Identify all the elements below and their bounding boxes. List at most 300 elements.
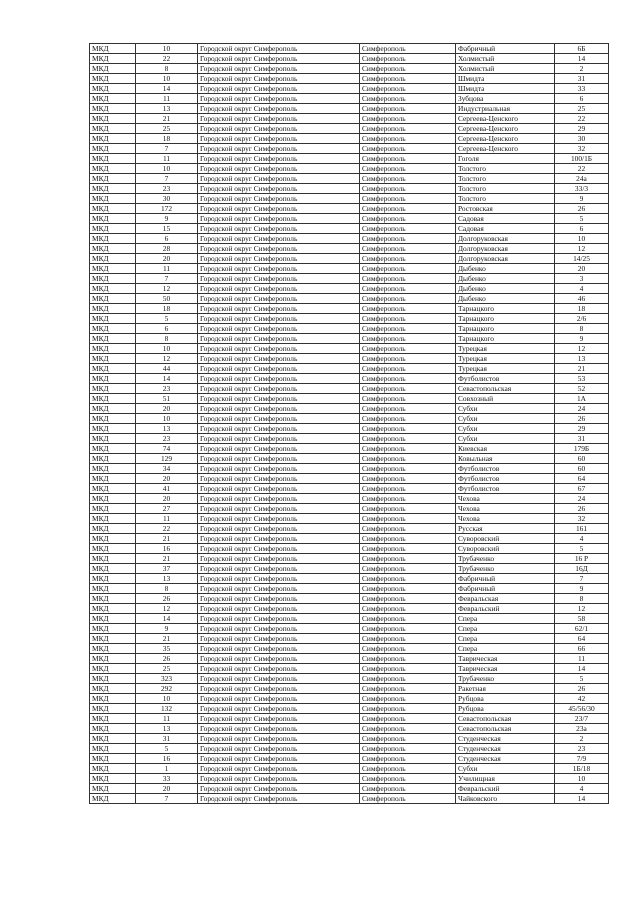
cell-object-type: МКД: [90, 464, 136, 474]
cell-district: Городской округ Симферополь: [198, 394, 360, 404]
cell-count: 11: [136, 714, 198, 724]
cell-object-type: МКД: [90, 684, 136, 694]
cell-district: Городской округ Симферополь: [198, 234, 360, 244]
table-row: [90, 534, 609, 544]
cell-city: Симферополь: [360, 484, 456, 494]
cell-object-type: МКД: [90, 344, 136, 354]
table-row: [90, 664, 609, 674]
cell-street: Долгоруковская: [456, 244, 555, 254]
cell-district: Городской округ Симферополь: [198, 74, 360, 84]
cell-street: Толстого: [456, 174, 555, 184]
cell-object-type: МКД: [90, 414, 136, 424]
cell-object-type: МКД: [90, 404, 136, 414]
cell-street: Ростовская: [456, 204, 555, 214]
cell-city: Симферополь: [360, 254, 456, 264]
cell-object-type: МКД: [90, 264, 136, 274]
cell-district: Городской округ Симферополь: [198, 144, 360, 154]
cell-city: Симферополь: [360, 234, 456, 244]
cell-house-number: 23/7: [555, 714, 609, 724]
cell-house-number: 33/3: [555, 184, 609, 194]
table-row: [90, 194, 609, 204]
cell-object-type: МКД: [90, 154, 136, 164]
cell-city: Симферополь: [360, 794, 456, 804]
cell-object-type: МКД: [90, 454, 136, 464]
cell-count: 16: [136, 754, 198, 764]
cell-district: Городской округ Симферополь: [198, 544, 360, 554]
cell-street: Февральский: [456, 784, 555, 794]
cell-city: Симферополь: [360, 64, 456, 74]
cell-count: 35: [136, 644, 198, 654]
table-row: [90, 334, 609, 344]
cell-count: 21: [136, 114, 198, 124]
table-row: [90, 214, 609, 224]
cell-district: Городской округ Симферополь: [198, 384, 360, 394]
cell-house-number: 31: [555, 74, 609, 84]
cell-count: 33: [136, 774, 198, 784]
cell-object-type: МКД: [90, 284, 136, 294]
cell-count: 20: [136, 254, 198, 264]
cell-district: Городской округ Симферополь: [198, 714, 360, 724]
cell-object-type: МКД: [90, 434, 136, 444]
cell-count: 50: [136, 294, 198, 304]
cell-city: Симферополь: [360, 284, 456, 294]
cell-district: Городской округ Симферополь: [198, 94, 360, 104]
cell-street: Совхозный: [456, 394, 555, 404]
cell-district: Городской округ Симферополь: [198, 484, 360, 494]
cell-count: 132: [136, 704, 198, 714]
table-row: [90, 654, 609, 664]
table-row: [90, 184, 609, 194]
cell-city: Симферополь: [360, 454, 456, 464]
cell-object-type: МКД: [90, 384, 136, 394]
cell-district: Городской округ Симферополь: [198, 344, 360, 354]
cell-count: 7: [136, 794, 198, 804]
housing-table: [89, 43, 609, 804]
cell-count: 20: [136, 784, 198, 794]
cell-district: Городской округ Симферополь: [198, 474, 360, 484]
table-row: [90, 774, 609, 784]
cell-count: 9: [136, 214, 198, 224]
cell-count: 11: [136, 154, 198, 164]
cell-city: Симферополь: [360, 344, 456, 354]
cell-street: Таврическая: [456, 664, 555, 674]
cell-district: Городской округ Симферополь: [198, 214, 360, 224]
cell-count: 6: [136, 234, 198, 244]
cell-city: Симферополь: [360, 274, 456, 284]
cell-street: Турецкая: [456, 354, 555, 364]
cell-district: Городской округ Симферополь: [198, 304, 360, 314]
cell-street: Дыбенко: [456, 294, 555, 304]
cell-count: 9: [136, 624, 198, 634]
cell-count: 12: [136, 354, 198, 364]
cell-count: 26: [136, 654, 198, 664]
cell-city: Симферополь: [360, 294, 456, 304]
cell-house-number: 13: [555, 354, 609, 364]
cell-object-type: МКД: [90, 184, 136, 194]
cell-street: Холмистый: [456, 64, 555, 74]
cell-district: Городской округ Симферополь: [198, 84, 360, 94]
cell-street: Тарнацкого: [456, 334, 555, 344]
table-row: [90, 614, 609, 624]
cell-street: Субхи: [456, 414, 555, 424]
cell-street: Тарнацкого: [456, 304, 555, 314]
cell-city: Симферополь: [360, 514, 456, 524]
cell-street: Ковыльная: [456, 454, 555, 464]
cell-district: Городской округ Симферополь: [198, 524, 360, 534]
cell-object-type: МКД: [90, 324, 136, 334]
cell-district: Городской округ Симферополь: [198, 584, 360, 594]
cell-house-number: 12: [555, 244, 609, 254]
cell-count: 129: [136, 454, 198, 464]
cell-street: Трубаченко: [456, 564, 555, 574]
cell-street: Рубцова: [456, 704, 555, 714]
cell-district: Городской округ Симферополь: [198, 264, 360, 274]
cell-count: 37: [136, 564, 198, 574]
table-row: [90, 604, 609, 614]
cell-count: 1: [136, 764, 198, 774]
cell-district: Городской округ Симферополь: [198, 674, 360, 684]
cell-house-number: 5: [555, 214, 609, 224]
cell-street: Толстого: [456, 184, 555, 194]
cell-street: Фабричный: [456, 574, 555, 584]
cell-house-number: 26: [555, 204, 609, 214]
cell-district: Городской округ Симферополь: [198, 654, 360, 664]
cell-object-type: МКД: [90, 534, 136, 544]
cell-house-number: 16Д: [555, 564, 609, 574]
cell-city: Симферополь: [360, 404, 456, 414]
cell-street: Тарнацкого: [456, 324, 555, 334]
cell-district: Городской округ Симферополь: [198, 414, 360, 424]
cell-count: 21: [136, 534, 198, 544]
cell-district: Городской округ Симферополь: [198, 284, 360, 294]
cell-object-type: МКД: [90, 114, 136, 124]
cell-object-type: МКД: [90, 374, 136, 384]
table-row: [90, 224, 609, 234]
table-row: [90, 64, 609, 74]
cell-house-number: 42: [555, 694, 609, 704]
cell-city: Симферополь: [360, 554, 456, 564]
cell-house-number: 161: [555, 524, 609, 534]
cell-district: Городской округ Симферополь: [198, 104, 360, 114]
cell-house-number: 6Б: [555, 44, 609, 54]
table-row: [90, 464, 609, 474]
cell-district: Городской округ Симферополь: [198, 404, 360, 414]
table-row: [90, 594, 609, 604]
cell-house-number: 20: [555, 264, 609, 274]
cell-house-number: 14: [555, 794, 609, 804]
cell-count: 14: [136, 614, 198, 624]
cell-house-number: 32: [555, 144, 609, 154]
cell-house-number: 24: [555, 494, 609, 504]
cell-district: Городской округ Симферополь: [198, 444, 360, 454]
table-row: [90, 514, 609, 524]
cell-house-number: 29: [555, 424, 609, 434]
cell-city: Симферополь: [360, 414, 456, 424]
cell-count: 5: [136, 744, 198, 754]
table-row: [90, 454, 609, 464]
cell-house-number: 7/9: [555, 754, 609, 764]
cell-count: 14: [136, 84, 198, 94]
table-row: [90, 574, 609, 584]
cell-count: 20: [136, 474, 198, 484]
cell-district: Городской округ Симферополь: [198, 784, 360, 794]
table-row: [90, 734, 609, 744]
cell-street: Дыбенко: [456, 264, 555, 274]
cell-city: Симферополь: [360, 334, 456, 344]
cell-house-number: 6: [555, 94, 609, 104]
cell-house-number: 12: [555, 344, 609, 354]
cell-object-type: МКД: [90, 654, 136, 664]
cell-object-type: МКД: [90, 774, 136, 784]
cell-street: Футболистов: [456, 464, 555, 474]
cell-house-number: 23а: [555, 724, 609, 734]
table-row: [90, 164, 609, 174]
cell-count: 20: [136, 404, 198, 414]
table-row: [90, 784, 609, 794]
cell-object-type: МКД: [90, 754, 136, 764]
cell-district: Городской округ Симферополь: [198, 324, 360, 334]
cell-city: Симферополь: [360, 164, 456, 174]
cell-count: 10: [136, 344, 198, 354]
table-row: [90, 754, 609, 764]
cell-object-type: МКД: [90, 44, 136, 54]
table-row: [90, 684, 609, 694]
table-row: [90, 364, 609, 374]
cell-city: Симферополь: [360, 264, 456, 274]
cell-city: Симферополь: [360, 134, 456, 144]
cell-house-number: 67: [555, 484, 609, 494]
cell-house-number: 31: [555, 434, 609, 444]
cell-city: Симферополь: [360, 374, 456, 384]
cell-count: 16: [136, 544, 198, 554]
cell-district: Городской округ Симферополь: [198, 534, 360, 544]
cell-street: Дыбенко: [456, 274, 555, 284]
cell-city: Симферополь: [360, 724, 456, 734]
cell-street: Фабричный: [456, 44, 555, 54]
cell-object-type: МКД: [90, 204, 136, 214]
cell-object-type: МКД: [90, 564, 136, 574]
cell-object-type: МКД: [90, 424, 136, 434]
cell-house-number: 46: [555, 294, 609, 304]
cell-city: Симферополь: [360, 304, 456, 314]
cell-street: Толстого: [456, 194, 555, 204]
cell-house-number: 30: [555, 134, 609, 144]
cell-count: 12: [136, 284, 198, 294]
table-row: [90, 744, 609, 754]
cell-district: Городской округ Симферополь: [198, 494, 360, 504]
cell-count: 10: [136, 74, 198, 84]
table-row: [90, 284, 609, 294]
cell-house-number: 58: [555, 614, 609, 624]
cell-district: Городской округ Симферополь: [198, 794, 360, 804]
cell-city: Симферополь: [360, 684, 456, 694]
cell-count: 11: [136, 514, 198, 524]
cell-house-number: 25: [555, 104, 609, 114]
cell-object-type: МКД: [90, 334, 136, 344]
cell-count: 11: [136, 264, 198, 274]
cell-city: Симферополь: [360, 214, 456, 224]
cell-district: Городской округ Симферополь: [198, 684, 360, 694]
table-row: [90, 704, 609, 714]
cell-district: Городской округ Симферополь: [198, 564, 360, 574]
cell-city: Симферополь: [360, 644, 456, 654]
cell-object-type: МКД: [90, 124, 136, 134]
cell-street: Сергеева-Ценского: [456, 134, 555, 144]
cell-street: Турецкая: [456, 364, 555, 374]
table-row: [90, 354, 609, 364]
cell-street: Студенческая: [456, 744, 555, 754]
cell-house-number: 100/1Б: [555, 154, 609, 164]
table-row: [90, 264, 609, 274]
cell-house-number: 18: [555, 304, 609, 314]
cell-street: Февральская: [456, 594, 555, 604]
cell-count: 323: [136, 674, 198, 684]
cell-street: Спера: [456, 614, 555, 624]
cell-house-number: 2: [555, 734, 609, 744]
cell-city: Симферополь: [360, 424, 456, 434]
cell-district: Городской округ Симферополь: [198, 164, 360, 174]
table-row: [90, 554, 609, 564]
cell-house-number: 9: [555, 194, 609, 204]
table-row: [90, 384, 609, 394]
cell-count: 22: [136, 54, 198, 64]
cell-district: Городской округ Симферополь: [198, 204, 360, 214]
table-row: [90, 694, 609, 704]
cell-city: Симферополь: [360, 384, 456, 394]
cell-district: Городской округ Симферополь: [198, 274, 360, 284]
cell-count: 21: [136, 634, 198, 644]
cell-city: Симферополь: [360, 324, 456, 334]
cell-object-type: МКД: [90, 744, 136, 754]
table-row: [90, 374, 609, 384]
cell-district: Городской округ Симферополь: [198, 254, 360, 264]
table-row: [90, 434, 609, 444]
cell-object-type: МКД: [90, 624, 136, 634]
cell-street: Суворовский: [456, 544, 555, 554]
cell-object-type: МКД: [90, 224, 136, 234]
cell-object-type: МКД: [90, 254, 136, 264]
cell-city: Симферополь: [360, 84, 456, 94]
cell-house-number: 179Б: [555, 444, 609, 454]
cell-district: Городской округ Симферополь: [198, 454, 360, 464]
cell-house-number: 53: [555, 374, 609, 384]
table-row: [90, 254, 609, 264]
cell-count: 22: [136, 524, 198, 534]
table-row: [90, 144, 609, 154]
cell-count: 18: [136, 304, 198, 314]
cell-house-number: 9: [555, 334, 609, 344]
cell-house-number: 11: [555, 654, 609, 664]
cell-city: Симферополь: [360, 244, 456, 254]
cell-object-type: МКД: [90, 764, 136, 774]
cell-street: Чехова: [456, 494, 555, 504]
cell-district: Городской округ Симферополь: [198, 334, 360, 344]
table-row: [90, 444, 609, 454]
cell-count: 30: [136, 194, 198, 204]
cell-house-number: 45/56/30: [555, 704, 609, 714]
cell-count: 13: [136, 104, 198, 114]
cell-count: 20: [136, 494, 198, 504]
cell-count: 6: [136, 324, 198, 334]
cell-street: Киевская: [456, 444, 555, 454]
cell-street: Гоголя: [456, 154, 555, 164]
table-row: [90, 484, 609, 494]
cell-object-type: МКД: [90, 104, 136, 114]
cell-city: Симферополь: [360, 534, 456, 544]
cell-house-number: 2/6: [555, 314, 609, 324]
table-row: [90, 714, 609, 724]
table-row: [90, 304, 609, 314]
cell-city: Симферополь: [360, 154, 456, 164]
cell-street: Дыбенко: [456, 284, 555, 294]
cell-object-type: МКД: [90, 134, 136, 144]
cell-object-type: МКД: [90, 234, 136, 244]
cell-street: Суворовский: [456, 534, 555, 544]
cell-street: Сергеева-Ценского: [456, 144, 555, 154]
table-row: [90, 584, 609, 594]
cell-count: 172: [136, 204, 198, 214]
cell-street: Чайковского: [456, 794, 555, 804]
cell-house-number: 2: [555, 64, 609, 74]
cell-district: Городской округ Симферополь: [198, 424, 360, 434]
cell-object-type: МКД: [90, 554, 136, 564]
cell-city: Симферополь: [360, 704, 456, 714]
cell-house-number: 64: [555, 474, 609, 484]
table-row: [90, 524, 609, 534]
cell-city: Симферополь: [360, 634, 456, 644]
cell-city: Симферополь: [360, 524, 456, 534]
cell-object-type: МКД: [90, 524, 136, 534]
cell-street: Шмидта: [456, 74, 555, 84]
cell-city: Симферополь: [360, 354, 456, 364]
cell-count: 51: [136, 394, 198, 404]
cell-count: 11: [136, 94, 198, 104]
cell-district: Городской округ Симферополь: [198, 44, 360, 54]
cell-object-type: МКД: [90, 164, 136, 174]
cell-street: Толстого: [456, 164, 555, 174]
cell-district: Городской округ Симферополь: [198, 514, 360, 524]
table-row: [90, 154, 609, 164]
cell-city: Симферополь: [360, 204, 456, 214]
cell-object-type: МКД: [90, 54, 136, 64]
cell-count: 27: [136, 504, 198, 514]
cell-street: Севастопольская: [456, 384, 555, 394]
cell-object-type: МКД: [90, 394, 136, 404]
cell-house-number: 4: [555, 534, 609, 544]
cell-count: 12: [136, 604, 198, 614]
cell-house-number: 7: [555, 574, 609, 584]
cell-city: Симферополь: [360, 754, 456, 764]
cell-house-number: 66: [555, 644, 609, 654]
cell-city: Симферополь: [360, 584, 456, 594]
cell-district: Городской округ Симферополь: [198, 134, 360, 144]
table-row: [90, 494, 609, 504]
table-row: [90, 114, 609, 124]
cell-city: Симферополь: [360, 574, 456, 584]
cell-district: Городской округ Симферополь: [198, 504, 360, 514]
table-row: [90, 764, 609, 774]
cell-count: 41: [136, 484, 198, 494]
cell-street: Рубцова: [456, 694, 555, 704]
table-row: [90, 344, 609, 354]
cell-street: Севастопольская: [456, 714, 555, 724]
table-row: [90, 294, 609, 304]
cell-house-number: 10: [555, 774, 609, 784]
cell-count: 8: [136, 584, 198, 594]
cell-count: 18: [136, 134, 198, 144]
cell-district: Городской округ Симферополь: [198, 434, 360, 444]
cell-house-number: 8: [555, 324, 609, 334]
